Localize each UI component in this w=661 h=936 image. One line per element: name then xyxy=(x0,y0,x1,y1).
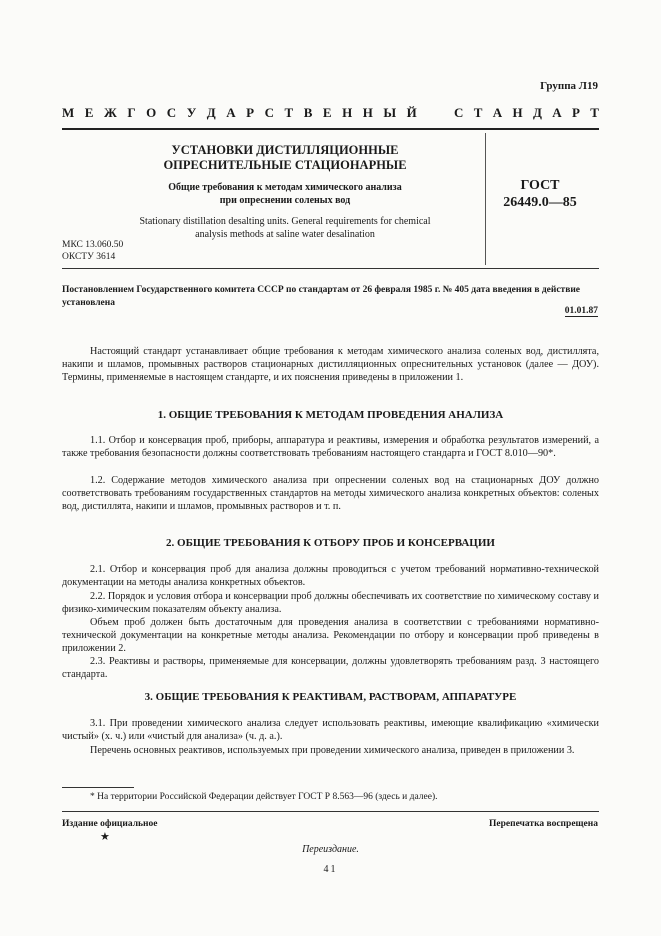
paragraph-3-1-list: Перечень основных реактивов, используемых при проведении химического анализа, приведен в приложении 3. xyxy=(90,745,575,756)
page-number: 41 xyxy=(323,864,338,875)
letter: С xyxy=(454,105,464,120)
section-3-heading: 3. ОБЩИЕ ТРЕБОВАНИЯ К РЕАКТИВАМ, РАСТВОРАМ, АППАРАТУРЕ xyxy=(144,691,517,703)
header-rule xyxy=(62,128,599,130)
footnote: * На территории Российской Федерации действует ГОСТ Р 8.563—96 (здесь и далее). xyxy=(90,792,438,802)
paragraph-1-1: 1.1. Отбор и консервация проб, приборы, аппаратура и реактивы, измерения и обработка результатов измерений, а также требования безопасности должны соответствовать требованиям настоящего стандарта и ГОСТ 8.010—90*. xyxy=(62,435,599,460)
group-code: Группа Л19 xyxy=(540,80,598,92)
section-1-heading: 1. ОБЩИЕ ТРЕБОВАНИЯ К МЕТОДАМ ПРОВЕДЕНИЯ АНАЛИЗА xyxy=(157,409,504,421)
letter: В xyxy=(303,105,313,120)
letter: Н xyxy=(342,105,353,120)
mks-code: МКС 13.060.50 xyxy=(62,240,124,250)
codes-rule xyxy=(62,268,599,269)
letter: Т xyxy=(473,105,483,120)
letter: С xyxy=(264,105,274,120)
letter: Т xyxy=(590,105,599,120)
letter: О xyxy=(146,105,157,120)
paragraph-3-1: 3.1. При проведении химического анализа следует использовать реактивы, имеющие квалификацию «химически чистый» (х. ч.) или «чистый для анализа» (ч. д. а.). xyxy=(62,718,599,743)
title-divider xyxy=(485,133,486,265)
official-edition-label: Издание официальное xyxy=(62,819,158,829)
letter: Е xyxy=(322,105,332,120)
subtitle xyxy=(100,181,470,207)
letter: Ы xyxy=(383,105,397,120)
classification-codes xyxy=(62,239,123,263)
english-title xyxy=(100,215,470,241)
paragraph-2-2: 2.2. Порядок и условия отбора и консервации проб должны обеспечивать их соответствие по химическому составу и физико-химическим показателям объекту анализа. xyxy=(62,591,599,616)
section-2-heading: 2. ОБЩИЕ ТРЕБОВАНИЯ К ОТБОРУ ПРОБ И КОНСЕРВАЦИИ xyxy=(166,537,495,549)
letter: Д xyxy=(532,105,542,120)
standard-word-standard xyxy=(454,105,599,121)
english-title-line-1: Stationary distillation desalting units. General requirements for chemical xyxy=(139,216,431,227)
footnote-rule xyxy=(62,787,134,788)
star-icon: ★ xyxy=(100,831,110,843)
letter: А xyxy=(492,105,503,120)
title-line-2: ОПРЕСНИТЕЛЬНЫЕ СТАЦИОНАРНЫЕ xyxy=(163,158,407,172)
letter: Й xyxy=(406,105,417,120)
letter: Е xyxy=(84,105,94,120)
letter: С xyxy=(166,105,177,120)
standard-type-line xyxy=(62,105,599,121)
decree-text: Постановлением Государственного комитета СССР по стандартам от 26 февраля 1985 г. № 405 дата введения в действие установлена xyxy=(62,285,581,308)
paragraph-2-2-volume: Объем проб должен быть достаточным для проведения анализа в соответствии с требованиями нормативно-технической документации на конкретные методы анализа. Рекомендации по отбору и консервации проб приведены в приложении 2. xyxy=(62,617,599,655)
letter: Т xyxy=(284,105,294,120)
reprint-prohibited-label: Перепечатка воспрещена xyxy=(488,819,598,829)
subtitle-line-2: при опреснении соленых вод xyxy=(219,195,351,206)
letter: Г xyxy=(127,105,136,120)
letter: Ж xyxy=(103,105,117,120)
intro-paragraph: Настоящий стандарт устанавливает общие требования к методам химического анализа соленых вод, дистиллята, накипи и шламов, промывных растворов стационарных дистилляционных опреснительных установок (далее — ДОУ). Термины, применяемые в настоящем стандарте, и их пояснения приведены в приложении 1. xyxy=(62,346,599,384)
paragraph-2-1: 2.1. Отбор и консервация проб для анализа должны проводиться с учетом требований нормативно-технической документации на методы анализа конкретных объектов. xyxy=(62,564,599,589)
footer-rule xyxy=(62,811,599,812)
gost-number xyxy=(490,177,590,211)
letter: А xyxy=(552,105,562,120)
paragraph-1-2: 1.2. Содержание методов химического анализа при опреснении соленых вод на стационарных ДОУ должно соответствовать требованиям государственных стандартов на методы химического анализа конкретных объектов: соленых вод, дистиллята, накипи и шламов, промывных растворов и т. п. xyxy=(62,475,599,513)
gost-code: 26449.0—85 xyxy=(503,195,577,210)
title-block xyxy=(100,143,470,241)
paragraph-2-3: 2.3. Реактивы и растворы, применяемые для консервации, должны удовлетворять требованиям разд. 3 настоящего стандарта. xyxy=(62,656,599,681)
standard-word-interstate xyxy=(62,105,417,121)
letter: Н xyxy=(512,105,523,120)
letter: Н xyxy=(362,105,373,120)
english-title-line-2: analysis methods at saline water desalination xyxy=(195,229,375,240)
letter: Д xyxy=(206,105,216,120)
effective-date: 01.01.87 xyxy=(564,306,598,316)
letter: А xyxy=(226,105,236,120)
letter: У xyxy=(186,105,197,120)
title-line-1: УСТАНОВКИ ДИСТИЛЛЯЦИОННЫЕ xyxy=(171,143,399,157)
reissue-label: Переиздание. xyxy=(302,844,359,855)
letter: М xyxy=(62,105,75,120)
subtitle-line-1: Общие требования к методам химического анализа xyxy=(168,182,402,193)
okstu-code: ОКСТУ 3614 xyxy=(62,252,116,262)
gost-label: ГОСТ xyxy=(520,178,560,193)
letter: Р xyxy=(246,105,255,120)
letter: Р xyxy=(571,105,580,120)
